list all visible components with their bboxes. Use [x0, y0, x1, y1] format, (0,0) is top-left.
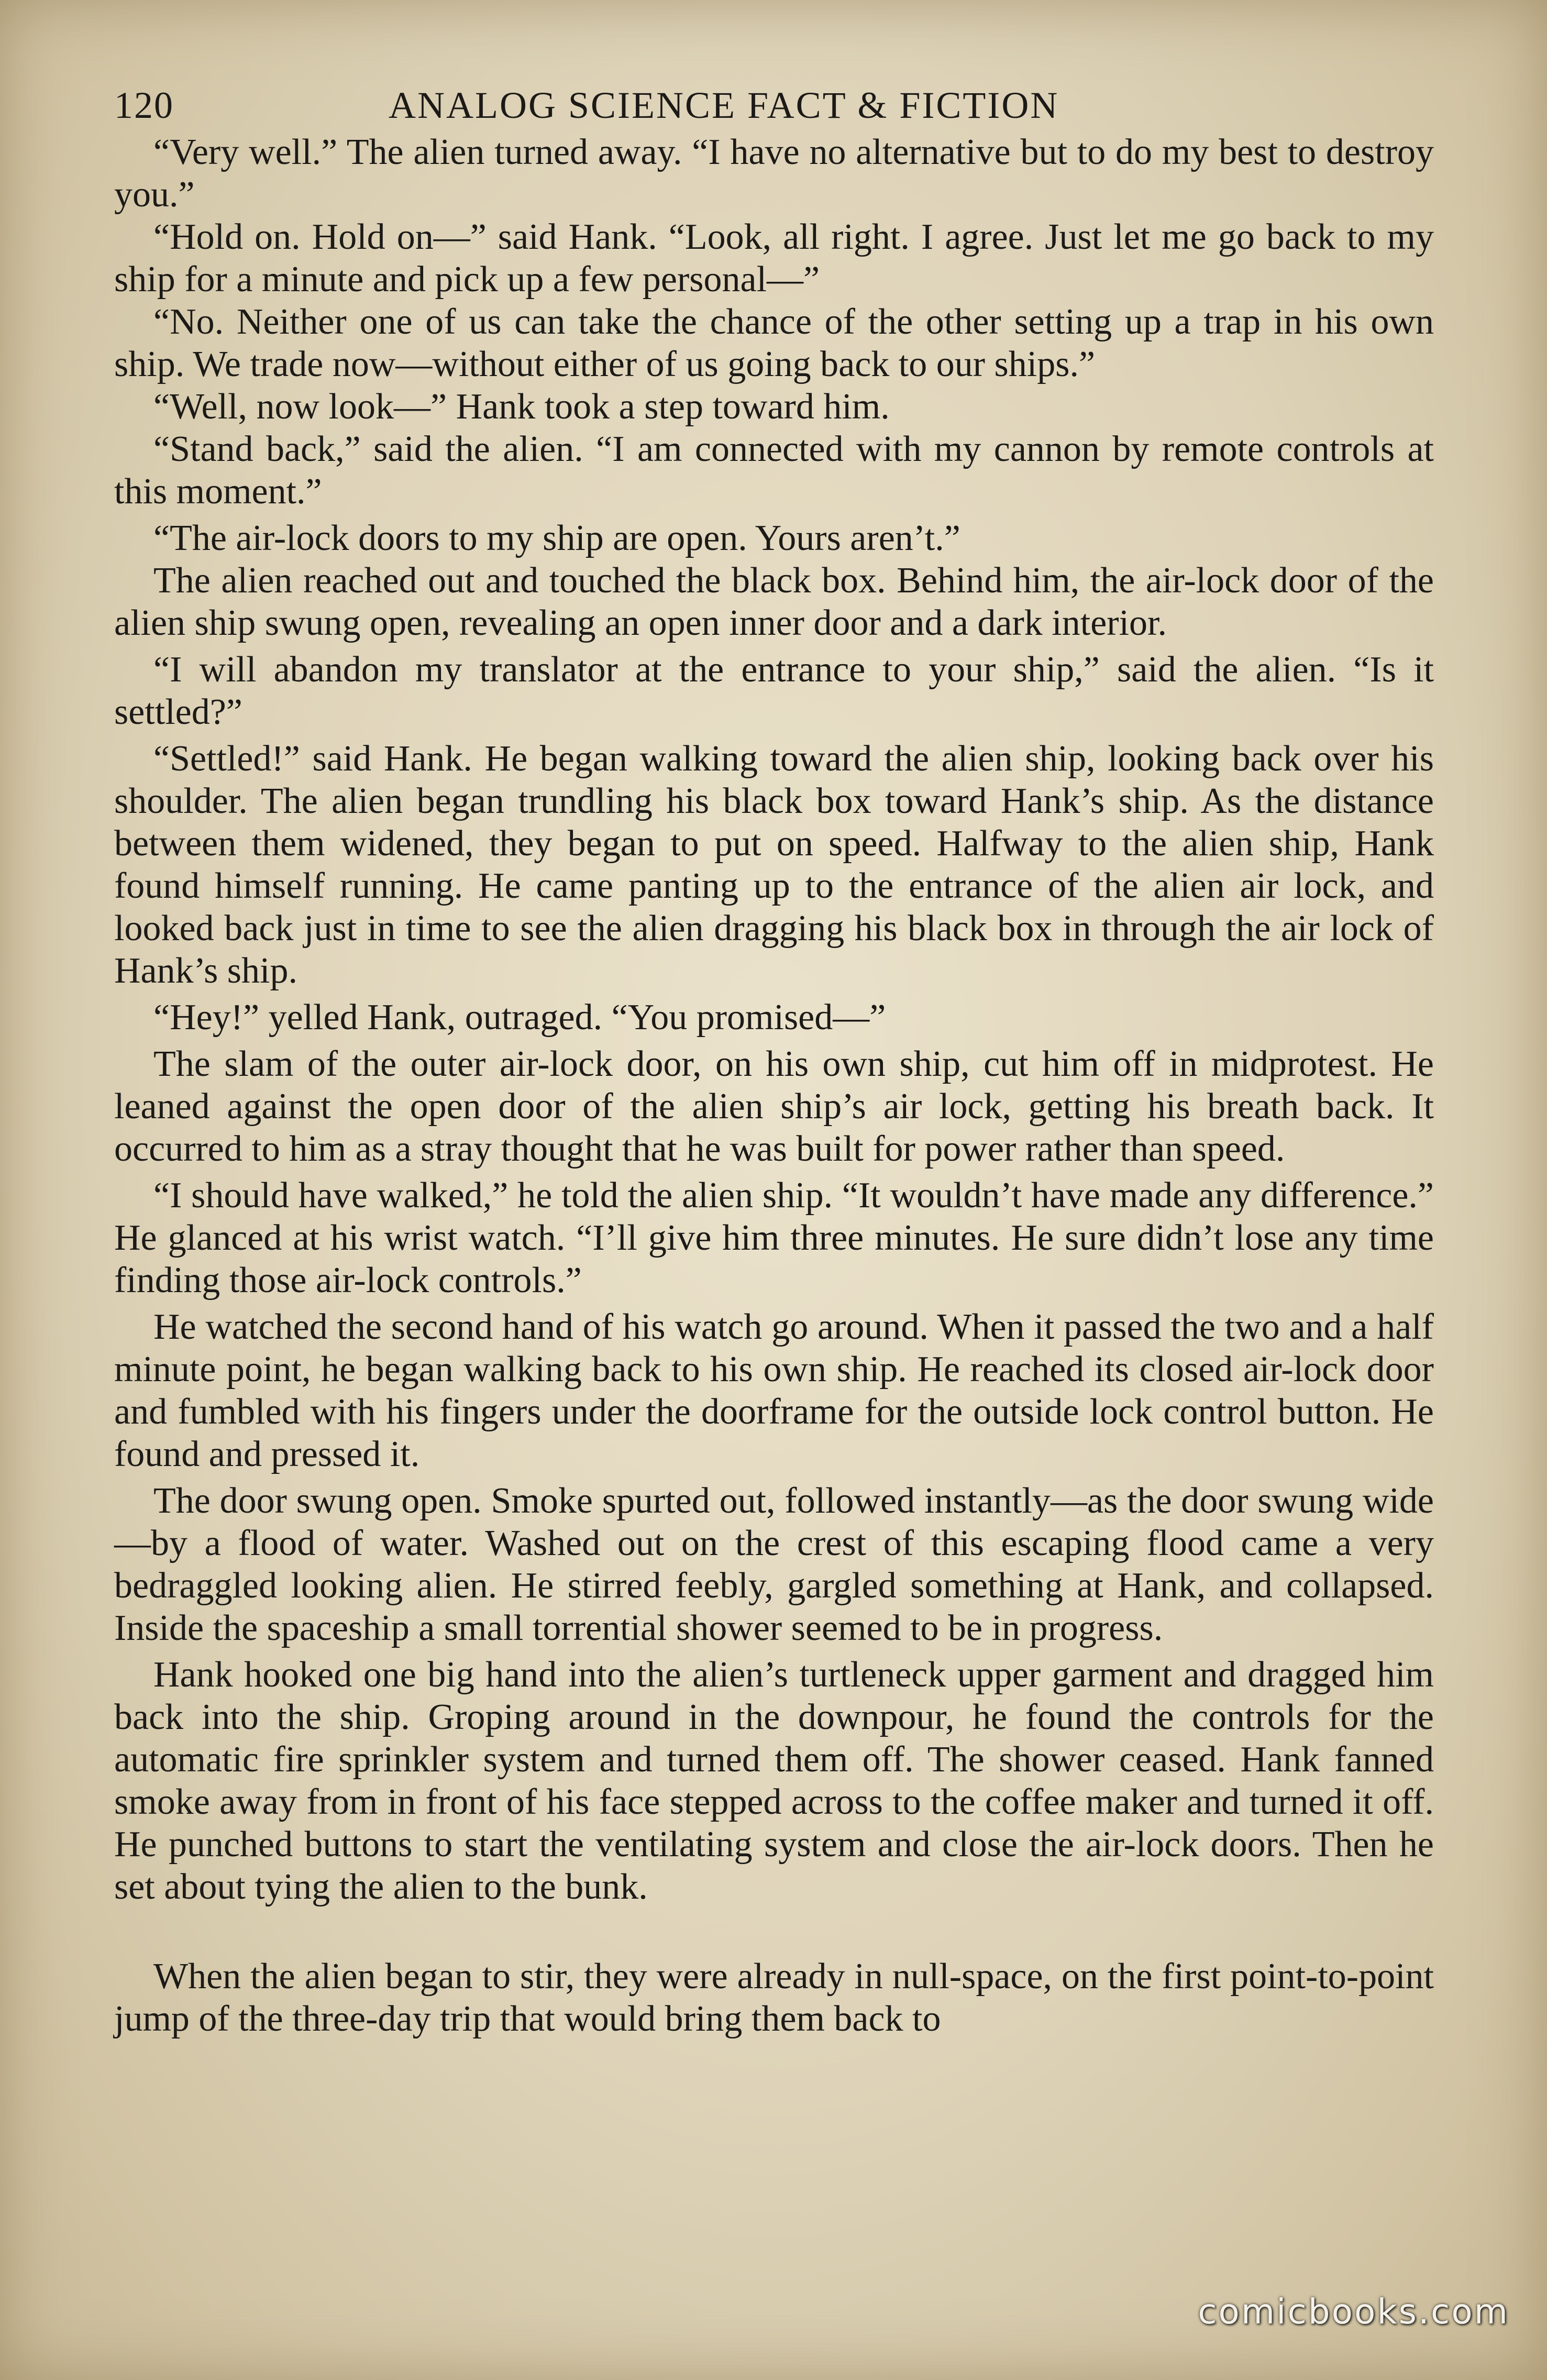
- running-head: [114, 79, 1434, 131]
- paragraph: “Well, now look—” Hank took a step toward him.: [153, 387, 890, 427]
- paragraph: Hank hooked one big hand into the alien’s turtleneck upper garment and dragged him back into the ship. Groping around in the downpour, he found the controls for the automatic fire sprinkler system and turned them off. The shower ceased. Hank fanned smoke away from in front of his face stepped across to the coffee maker and turned it off. He punched buttons to start the ventilating system and close the air-lock doors. Then he set about tying the alien to the bunk.: [114, 1655, 1434, 1907]
- paragraph: “I will abandon my translator at the entrance to your ship,” said the alien. “Is it settled?”: [114, 649, 1434, 732]
- paragraph: “Hold on. Hold on—” said Hank. “Look, all right. I agree. Just let me go back to my ship for a minute and pick up a few personal—”: [114, 217, 1434, 300]
- paragraph: The alien reached out and touched the black box. Behind him, the air-lock door of the alien ship swung open, revealing an open inner door and a dark interior.: [114, 560, 1434, 643]
- paragraph: “The air-lock doors to my ship are open. Yours aren’t.”: [153, 518, 960, 558]
- book-page: [114, 79, 1434, 2040]
- paragraph: “No. Neither one of us can take the chance of the other setting up a trap in his own ship. We trade now—without either of us going back to our ships.”: [114, 302, 1434, 384]
- paragraph: “I should have walked,” he told the alien ship. “It wouldn’t have made any difference.” He glanced at his wrist watch. “I’ll give him three minutes. He sure didn’t lose any time finding those air-lock controls.”: [114, 1175, 1434, 1301]
- paragraph: The slam of the outer air-lock door, on his own ship, cut him off in midprotest. He leaned against the open door of the alien ship’s air lock, getting his breath back. It occurred to him as a stray thought that he was built for power rather than speed.: [114, 1044, 1434, 1169]
- site-watermark: comicbooks.com: [1198, 2291, 1509, 2332]
- paragraph: When the alien began to stir, they were already in null-space, on the first point-to-point jump of the three-day trip that would bring them back to: [114, 1956, 1434, 2039]
- story-text: [114, 131, 1434, 2040]
- paragraph: “Stand back,” said the alien. “I am connected with my cannon by remote controls at this moment.”: [114, 429, 1434, 512]
- section-break: [114, 1908, 1434, 1955]
- page-number: 120: [114, 84, 174, 126]
- paragraph: The door swung open. Smoke spurted out, followed instantly—as the door swung wide—by a flood of water. Washed out on the crest of this escaping flood came a very bedraggled looking alien. He stirred feebly, gargled something at Hank, and collapsed. Inside the spaceship a small torrential shower seemed to be in progress.: [114, 1481, 1434, 1648]
- paragraph: He watched the second hand of his watch go around. When it passed the two and a half minute point, he began walking back to his own ship. He reached its closed air-lock door and fumbled with his fingers under the doorframe for the outside lock control button. He found and pressed it.: [114, 1307, 1434, 1474]
- paragraph: “Very well.” The alien turned away. “I have no alternative but to do my best to destroy you.”: [114, 132, 1434, 215]
- running-title: ANALOG SCIENCE FACT & FICTION: [389, 84, 1059, 126]
- paragraph: “Settled!” said Hank. He began walking toward the alien ship, looking back over his shoulder. The alien began trundling his black box toward Hank’s ship. As the distance between them widened, they began to put on speed. Halfway to the alien ship, Hank found himself running. He came panting up to the entrance of the alien air lock, and looked back just in time to see the alien dragging his black box in through the air lock of Hank’s ship.: [114, 739, 1434, 991]
- paragraph: “Hey!” yelled Hank, outraged. “You promised—”: [153, 997, 886, 1038]
